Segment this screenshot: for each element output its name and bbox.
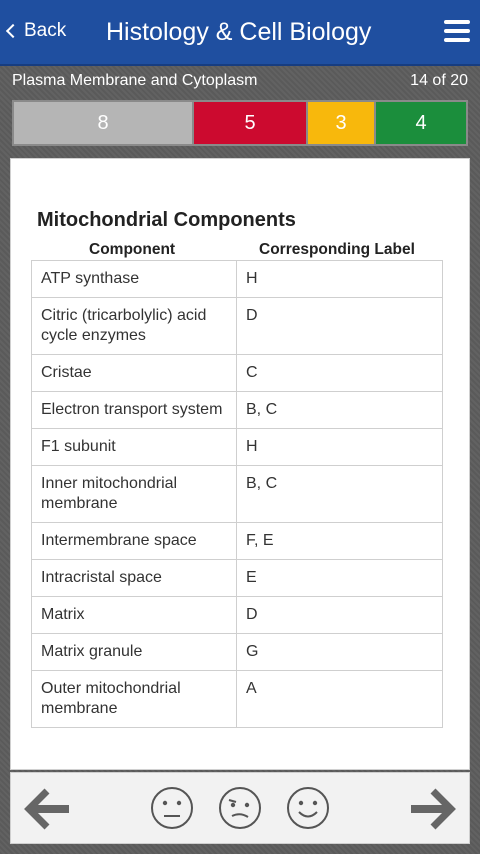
table-row	[32, 597, 443, 634]
table-row	[32, 466, 443, 523]
label-cell: G	[237, 634, 443, 671]
top-bar	[0, 0, 480, 66]
table-row	[32, 392, 443, 429]
back-label: Back	[24, 20, 67, 41]
chevron-left-icon	[6, 24, 20, 38]
label-cell: D	[237, 597, 443, 634]
table-row	[32, 298, 443, 355]
table-row	[32, 429, 443, 466]
component-cell: Cristae	[32, 355, 237, 392]
score-correct[interactable]: 4	[376, 102, 466, 144]
label-cell: B, C	[237, 466, 443, 523]
sub-header	[0, 68, 480, 96]
column-header-component: Component	[89, 241, 176, 258]
label-cell: B, C	[237, 392, 443, 429]
component-cell: Outer mitochondrial membrane	[32, 671, 237, 728]
label-cell: H	[237, 261, 443, 298]
chapter-title: Plasma Membrane and Cytoplasm	[12, 72, 258, 89]
label-cell: E	[237, 560, 443, 597]
label-cell: C	[237, 355, 443, 392]
table-row	[32, 671, 443, 728]
column-header-label: Corresponding Label	[259, 241, 415, 258]
component-cell: Matrix granule	[32, 634, 237, 671]
component-cell: Citric (tricarbolylic) acid cycle enzymes	[32, 298, 237, 355]
table-row	[32, 355, 443, 392]
confused-face-icon[interactable]	[217, 785, 263, 831]
component-cell: Intracristal space	[32, 560, 237, 597]
score-wrong[interactable]: 5	[194, 102, 306, 144]
component-cell: Electron transport system	[32, 392, 237, 429]
card-title: Mitochondrial Components	[37, 209, 296, 231]
component-cell: Intermembrane space	[32, 523, 237, 560]
neutral-face-icon[interactable]	[149, 785, 195, 831]
score-unsure[interactable]: 3	[308, 102, 374, 144]
flash-card[interactable]	[10, 158, 470, 770]
table-row	[32, 523, 443, 560]
score-unseen[interactable]: 8	[14, 102, 192, 144]
back-button[interactable]	[8, 20, 66, 42]
table-row	[32, 261, 443, 298]
component-cell: ATP synthase	[32, 261, 237, 298]
table-row	[32, 560, 443, 597]
component-cell: Inner mitochondrial membrane	[32, 466, 237, 523]
label-cell: F, E	[237, 523, 443, 560]
component-cell: Matrix	[32, 597, 237, 634]
label-cell: D	[237, 298, 443, 355]
label-cell: A	[237, 671, 443, 728]
arrow-left-icon[interactable]	[23, 787, 73, 831]
components-table	[31, 260, 443, 728]
bottom-nav	[10, 772, 470, 844]
hamburger-menu-icon[interactable]	[444, 20, 470, 42]
label-cell: H	[237, 429, 443, 466]
score-bar	[12, 100, 468, 146]
table-row	[32, 634, 443, 671]
smile-face-icon[interactable]	[285, 785, 331, 831]
arrow-right-icon[interactable]	[407, 787, 457, 831]
card-progress: 14 of 20	[410, 72, 468, 89]
page-title: Histology & Cell Biology	[106, 18, 372, 46]
component-cell: F1 subunit	[32, 429, 237, 466]
